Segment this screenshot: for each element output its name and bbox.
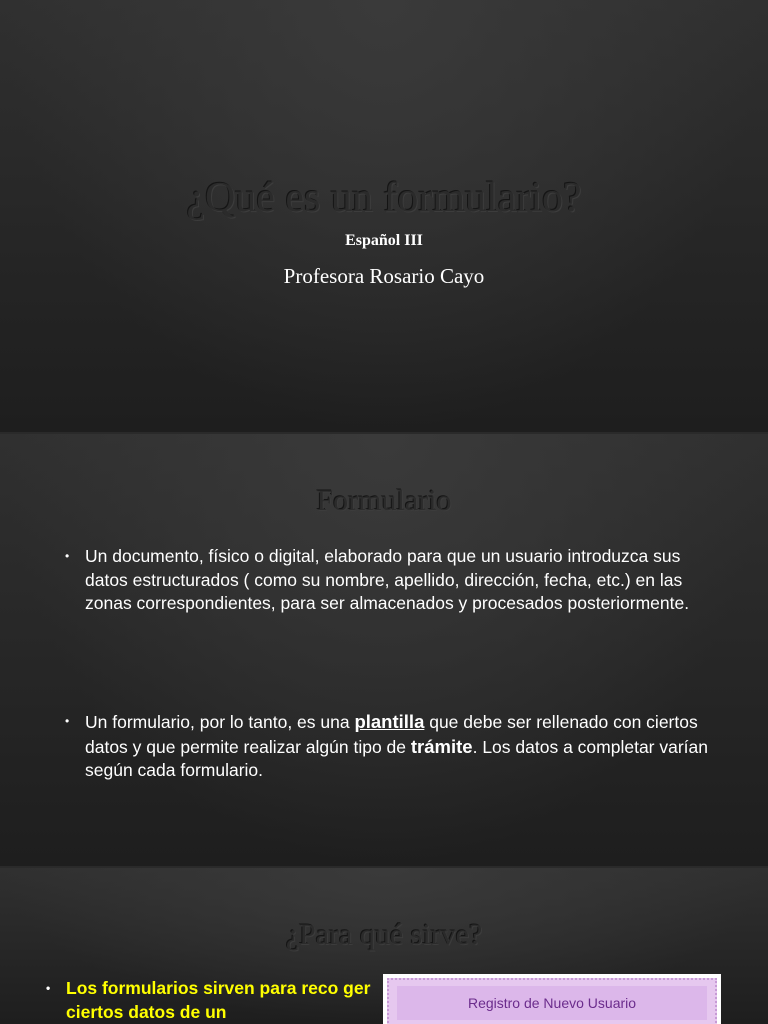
bullet-text: Los formularios sirven para reco ger ciertos datos de un xyxy=(66,978,371,1022)
bullet-text-part: . Los datos a completar varían según cada formulario. xyxy=(85,736,708,780)
slide-heading: ¿Para qué sirve? xyxy=(285,918,483,951)
slide-title xyxy=(0,0,768,432)
course-name: Español III xyxy=(345,232,423,249)
slide-heading: Formulario xyxy=(316,484,452,517)
form-header: Registro de Nuevo Usuario xyxy=(397,986,707,1020)
bullet-icon: • xyxy=(65,714,70,728)
form-panel xyxy=(387,978,717,1024)
bullet-icon: • xyxy=(46,981,51,995)
bullet-icon: • xyxy=(65,549,70,563)
bullet-text-part: Un formulario, por lo tanto, es una xyxy=(85,712,355,732)
slide-formulario xyxy=(0,434,768,866)
list-item xyxy=(62,710,712,783)
author-name: Profesora Rosario Cayo xyxy=(283,264,485,288)
slide-title-heading: ¿Qué es un formulario? xyxy=(186,175,582,221)
bullet-list xyxy=(62,545,712,616)
list-item xyxy=(44,977,386,1024)
bullet-list xyxy=(62,710,712,783)
keyword-plantilla: plantilla xyxy=(354,711,425,732)
bullet-text-part: que debe ser rellenado con ciertos datos y que permite realizar algún tipo de xyxy=(85,712,698,757)
bullet-text: Un documento, físico o digital, elaborado para que un usuario introduzca sus datos estructurados ( como su nombre, apellido, dirección, fecha, etc.) en las zonas correspondientes, para ser almacenados y procesados posteriormente. xyxy=(85,546,690,613)
form-screenshot-image xyxy=(383,974,721,1024)
list-item xyxy=(62,545,712,616)
keyword-tramite: trámite xyxy=(410,735,473,757)
slide-para-que-sirve xyxy=(0,868,768,1024)
